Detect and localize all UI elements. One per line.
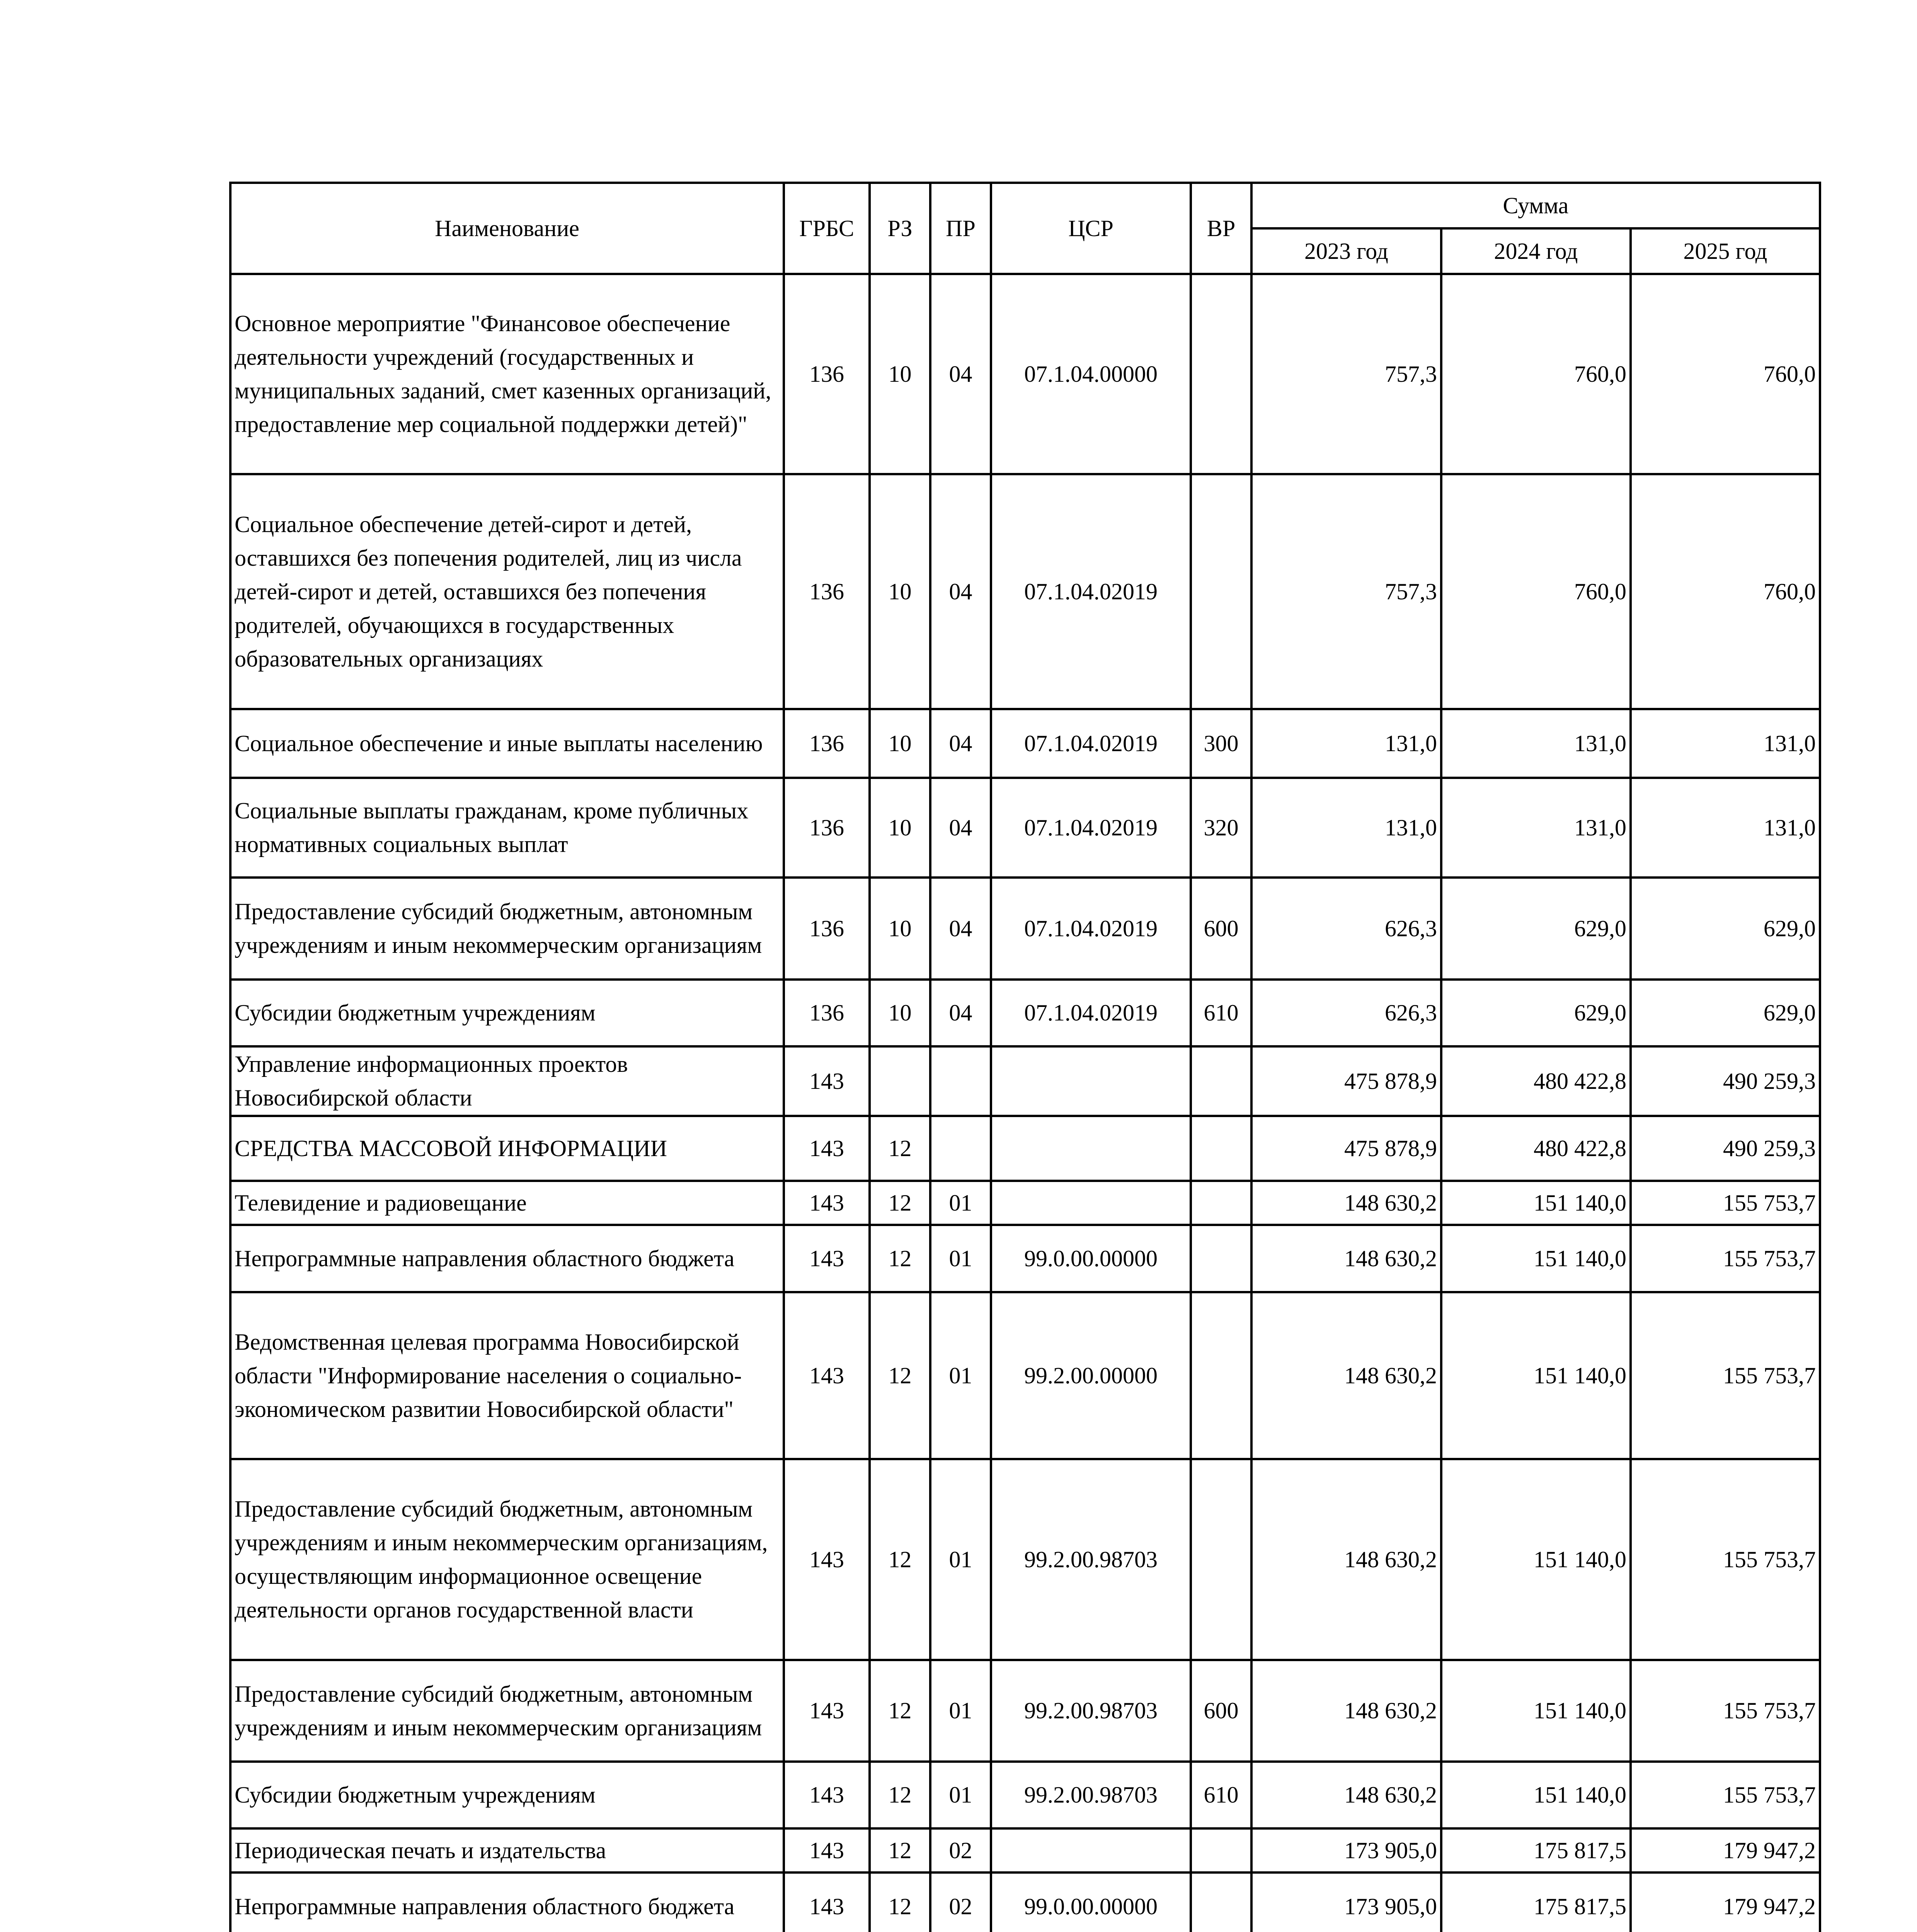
row-amount-2024: 760,0 xyxy=(1441,474,1631,709)
row-amount-2024: 151 140,0 xyxy=(1441,1762,1631,1828)
row-name: Предоставление субсидий бюджетным, автономным учреждениям и иным некоммерческим организациям xyxy=(230,878,784,980)
row-amount-2023: 131,0 xyxy=(1251,709,1441,778)
row-vr xyxy=(1191,1181,1251,1225)
row-amount-2025: 131,0 xyxy=(1631,778,1820,878)
table-row xyxy=(230,878,1820,980)
row-amount-2024: 131,0 xyxy=(1441,709,1631,778)
row-name: Непрограммные направления областного бюджета xyxy=(230,1872,784,1932)
row-name: Социальное обеспечение и иные выплаты населению xyxy=(230,709,784,778)
row-amount-2025: 155 753,7 xyxy=(1631,1459,1820,1660)
row-vr xyxy=(1191,1046,1251,1116)
header-year-2023: 2023 год xyxy=(1251,228,1441,274)
row-csr xyxy=(991,1116,1191,1181)
row-grbs: 143 xyxy=(784,1459,870,1660)
row-rz: 12 xyxy=(870,1762,930,1828)
row-amount-2024: 175 817,5 xyxy=(1441,1872,1631,1932)
row-amount-2024: 629,0 xyxy=(1441,980,1631,1046)
table-row xyxy=(230,778,1820,878)
row-csr: 99.2.00.98703 xyxy=(991,1459,1191,1660)
row-grbs: 136 xyxy=(784,778,870,878)
row-vr xyxy=(1191,1828,1251,1872)
row-vr: 610 xyxy=(1191,1762,1251,1828)
row-amount-2023: 757,3 xyxy=(1251,274,1441,474)
row-grbs: 143 xyxy=(784,1762,870,1828)
row-pr: 04 xyxy=(930,274,991,474)
row-csr: 07.1.04.02019 xyxy=(991,709,1191,778)
row-csr: 07.1.04.02019 xyxy=(991,778,1191,878)
header-grbs: ГРБС xyxy=(784,183,870,274)
row-pr xyxy=(930,1046,991,1116)
row-name: Предоставление субсидий бюджетным, автономным учреждениям и иным некоммерческим организациям, осуществляющим информационное освещение деятельности органов государственной власти xyxy=(230,1459,784,1660)
table-row xyxy=(230,1872,1820,1932)
row-pr: 04 xyxy=(930,709,991,778)
row-pr: 02 xyxy=(930,1828,991,1872)
row-amount-2025: 155 753,7 xyxy=(1631,1181,1820,1225)
table-row xyxy=(230,1828,1820,1872)
row-amount-2024: 151 140,0 xyxy=(1441,1181,1631,1225)
row-name: Субсидии бюджетным учреждениям xyxy=(230,980,784,1046)
table-row xyxy=(230,1459,1820,1660)
row-grbs: 136 xyxy=(784,878,870,980)
row-amount-2023: 626,3 xyxy=(1251,980,1441,1046)
row-amount-2023: 475 878,9 xyxy=(1251,1116,1441,1181)
row-csr: 99.0.00.00000 xyxy=(991,1225,1191,1292)
row-pr: 04 xyxy=(930,980,991,1046)
row-amount-2025: 629,0 xyxy=(1631,980,1820,1046)
table-row xyxy=(230,1116,1820,1181)
row-csr xyxy=(991,1046,1191,1116)
row-rz: 12 xyxy=(870,1116,930,1181)
row-amount-2024: 480 422,8 xyxy=(1441,1116,1631,1181)
header-year-2025: 2025 год xyxy=(1631,228,1820,274)
row-rz: 12 xyxy=(870,1828,930,1872)
row-grbs: 143 xyxy=(784,1225,870,1292)
row-rz: 10 xyxy=(870,274,930,474)
row-vr: 300 xyxy=(1191,709,1251,778)
header-year-2024: 2024 год xyxy=(1441,228,1631,274)
row-amount-2024: 175 817,5 xyxy=(1441,1828,1631,1872)
row-rz: 10 xyxy=(870,474,930,709)
row-name: Ведомственная целевая программа Новосибирской области "Информирование населения о социально-экономическом развитии Новосибирской области" xyxy=(230,1292,784,1459)
row-csr: 07.1.04.02019 xyxy=(991,878,1191,980)
row-amount-2023: 475 878,9 xyxy=(1251,1046,1441,1116)
row-pr: 01 xyxy=(930,1459,991,1660)
row-amount-2024: 629,0 xyxy=(1441,878,1631,980)
row-amount-2025: 760,0 xyxy=(1631,274,1820,474)
row-rz: 10 xyxy=(870,709,930,778)
row-name: Управление информационных проектов Новосибирской области xyxy=(230,1046,784,1116)
table-row xyxy=(230,474,1820,709)
table-row xyxy=(230,1046,1820,1116)
row-vr: 610 xyxy=(1191,980,1251,1046)
table-row xyxy=(230,1225,1820,1292)
header-vr: ВР xyxy=(1191,183,1251,274)
row-amount-2024: 131,0 xyxy=(1441,778,1631,878)
row-amount-2023: 173 905,0 xyxy=(1251,1872,1441,1932)
row-grbs: 143 xyxy=(784,1872,870,1932)
table-row xyxy=(230,1660,1820,1762)
row-grbs: 143 xyxy=(784,1292,870,1459)
table-row xyxy=(230,1292,1820,1459)
row-amount-2025: 155 753,7 xyxy=(1631,1292,1820,1459)
row-rz xyxy=(870,1046,930,1116)
row-grbs: 143 xyxy=(784,1828,870,1872)
row-rz: 10 xyxy=(870,878,930,980)
header-rz: РЗ xyxy=(870,183,930,274)
row-amount-2025: 760,0 xyxy=(1631,474,1820,709)
row-name: Основное мероприятие "Финансовое обеспечение деятельности учреждений (государственных и муниципальных заданий, смет казенных организаций, предоставление мер социальной поддержки детей)" xyxy=(230,274,784,474)
row-pr: 04 xyxy=(930,778,991,878)
header-pr: ПР xyxy=(930,183,991,274)
row-pr: 01 xyxy=(930,1762,991,1828)
row-amount-2025: 155 753,7 xyxy=(1631,1660,1820,1762)
row-amount-2025: 490 259,3 xyxy=(1631,1046,1820,1116)
row-csr: 99.2.00.00000 xyxy=(991,1292,1191,1459)
row-pr: 01 xyxy=(930,1660,991,1762)
row-rz: 12 xyxy=(870,1459,930,1660)
table-body xyxy=(230,274,1820,1932)
row-rz: 12 xyxy=(870,1660,930,1762)
row-amount-2023: 148 630,2 xyxy=(1251,1660,1441,1762)
row-vr xyxy=(1191,1116,1251,1181)
row-amount-2024: 151 140,0 xyxy=(1441,1459,1631,1660)
header-csr: ЦСР xyxy=(991,183,1191,274)
row-name: СРЕДСТВА МАССОВОЙ ИНФОРМАЦИИ xyxy=(230,1116,784,1181)
row-csr: 99.0.00.00000 xyxy=(991,1872,1191,1932)
row-amount-2024: 760,0 xyxy=(1441,274,1631,474)
row-pr: 04 xyxy=(930,474,991,709)
row-grbs: 136 xyxy=(784,980,870,1046)
row-vr xyxy=(1191,274,1251,474)
table-row xyxy=(230,274,1820,474)
row-amount-2024: 151 140,0 xyxy=(1441,1225,1631,1292)
row-pr: 02 xyxy=(930,1872,991,1932)
row-pr xyxy=(930,1116,991,1181)
row-rz: 12 xyxy=(870,1225,930,1292)
row-vr xyxy=(1191,1292,1251,1459)
row-rz: 12 xyxy=(870,1181,930,1225)
row-csr: 07.1.04.00000 xyxy=(991,274,1191,474)
row-amount-2025: 490 259,3 xyxy=(1631,1116,1820,1181)
row-grbs: 136 xyxy=(784,474,870,709)
row-vr xyxy=(1191,474,1251,709)
row-rz: 10 xyxy=(870,778,930,878)
row-csr: 99.2.00.98703 xyxy=(991,1762,1191,1828)
row-vr xyxy=(1191,1459,1251,1660)
table-row xyxy=(230,1762,1820,1828)
budget-table xyxy=(229,182,1821,1932)
row-pr: 01 xyxy=(930,1225,991,1292)
row-csr xyxy=(991,1828,1191,1872)
row-amount-2023: 626,3 xyxy=(1251,878,1441,980)
row-vr xyxy=(1191,1225,1251,1292)
row-amount-2023: 148 630,2 xyxy=(1251,1292,1441,1459)
row-csr: 07.1.04.02019 xyxy=(991,474,1191,709)
row-name: Предоставление субсидий бюджетным, автономным учреждениям и иным некоммерческим организациям xyxy=(230,1660,784,1762)
row-csr: 07.1.04.02019 xyxy=(991,980,1191,1046)
row-amount-2023: 757,3 xyxy=(1251,474,1441,709)
row-vr: 600 xyxy=(1191,878,1251,980)
row-amount-2025: 629,0 xyxy=(1631,878,1820,980)
table-row xyxy=(230,1181,1820,1225)
row-grbs: 143 xyxy=(784,1660,870,1762)
row-grbs: 136 xyxy=(784,274,870,474)
row-rz: 12 xyxy=(870,1292,930,1459)
row-amount-2023: 148 630,2 xyxy=(1251,1225,1441,1292)
row-amount-2025: 179 947,2 xyxy=(1631,1828,1820,1872)
row-name: Периодическая печать и издательства xyxy=(230,1828,784,1872)
row-csr: 99.2.00.98703 xyxy=(991,1660,1191,1762)
row-vr: 600 xyxy=(1191,1660,1251,1762)
row-amount-2025: 155 753,7 xyxy=(1631,1225,1820,1292)
row-amount-2023: 148 630,2 xyxy=(1251,1181,1441,1225)
table-row xyxy=(230,709,1820,778)
row-amount-2023: 148 630,2 xyxy=(1251,1459,1441,1660)
row-name: Социальное обеспечение детей-сирот и детей, оставшихся без попечения родителей, лиц из числа детей-сирот и детей, оставшихся без попечения родителей, обучающихся в государственных образовательных организациях xyxy=(230,474,784,709)
row-amount-2024: 480 422,8 xyxy=(1441,1046,1631,1116)
row-amount-2024: 151 140,0 xyxy=(1441,1660,1631,1762)
row-name: Телевидение и радиовещание xyxy=(230,1181,784,1225)
row-amount-2023: 131,0 xyxy=(1251,778,1441,878)
row-amount-2023: 148 630,2 xyxy=(1251,1762,1441,1828)
row-pr: 01 xyxy=(930,1292,991,1459)
row-amount-2025: 131,0 xyxy=(1631,709,1820,778)
row-grbs: 143 xyxy=(784,1181,870,1225)
row-pr: 04 xyxy=(930,878,991,980)
row-vr xyxy=(1191,1872,1251,1932)
row-grbs: 143 xyxy=(784,1116,870,1181)
row-rz: 10 xyxy=(870,980,930,1046)
row-amount-2023: 173 905,0 xyxy=(1251,1828,1441,1872)
row-vr: 320 xyxy=(1191,778,1251,878)
row-grbs: 136 xyxy=(784,709,870,778)
row-amount-2025: 155 753,7 xyxy=(1631,1762,1820,1828)
row-name: Непрограммные направления областного бюджета xyxy=(230,1225,784,1292)
table-row xyxy=(230,980,1820,1046)
row-pr: 01 xyxy=(930,1181,991,1225)
header-name: Наименование xyxy=(230,183,784,274)
row-grbs: 143 xyxy=(784,1046,870,1116)
row-name: Субсидии бюджетным учреждениям xyxy=(230,1762,784,1828)
row-csr xyxy=(991,1181,1191,1225)
row-amount-2025: 179 947,2 xyxy=(1631,1872,1820,1932)
row-amount-2024: 151 140,0 xyxy=(1441,1292,1631,1459)
row-rz: 12 xyxy=(870,1872,930,1932)
row-name: Социальные выплаты гражданам, кроме публичных нормативных социальных выплат xyxy=(230,778,784,878)
header-sum: Сумма xyxy=(1251,183,1820,228)
